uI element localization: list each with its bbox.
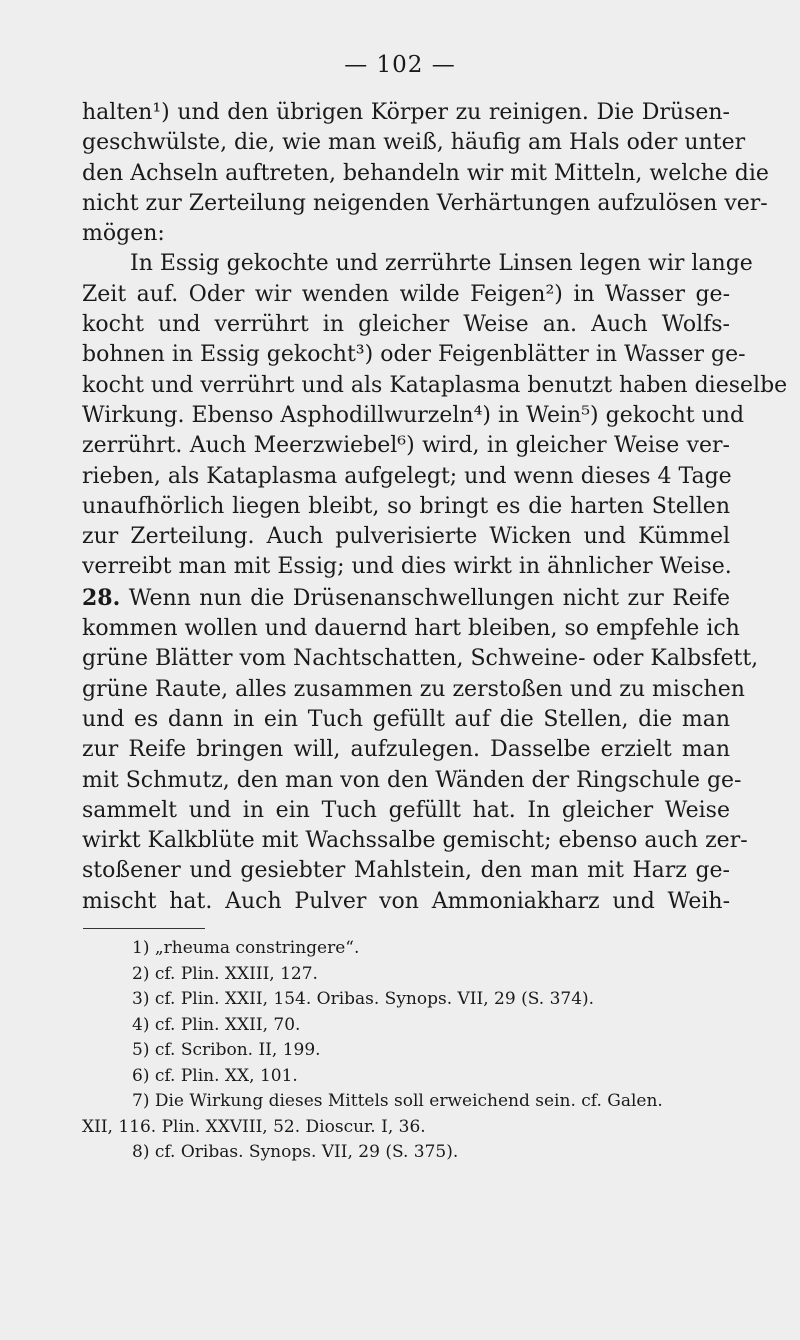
paragraph-28-first-line [82, 583, 730, 614]
footnote: 1) „rheuma constringere“. [132, 938, 360, 958]
text-line: halten¹) und den übrigen Körper zu reinigen. Die Drüsen- [82, 100, 730, 125]
body-text [82, 98, 788, 917]
text-line: unaufhörlich liegen bleibt, so bringt es die harten Stellen [82, 493, 730, 519]
text-line: kommen wollen und dauernd hart bleiben, so empfehle ich [82, 616, 740, 642]
text-line: und es dann in ein Tuch gefüllt auf die Stellen, die man [82, 706, 730, 732]
footnote: 5) cf. Scribon. II, 199. [132, 1040, 321, 1060]
text-line: sammelt und in ein Tuch gefüllt hat. In gleicher Weise [82, 797, 730, 823]
text-line: stoßener und gesiebter Mahlstein, den man mit Harz ge- [82, 858, 730, 884]
text-line: Wenn nun die Drüsenanschwellungen nicht zur Reife [128, 585, 730, 611]
text-line: wirkt Kalkblüte mit Wachssalbe gemischt; ebenso auch zer- [82, 828, 748, 854]
text-line: zerrührt. Auch Meerzwiebel⁶) wird, in gleicher Weise ver- [82, 433, 730, 459]
footnote-continuation: XII, 116. Plin. XXVIII, 52. Dioscur. I, 36. [82, 1116, 426, 1137]
footnote: 7) Die Wirkung dieses Mittels soll erweichend sein. cf. Galen. [132, 1091, 663, 1111]
footnote: 6) cf. Plin. XX, 101. [132, 1065, 298, 1086]
text-line: grüne Raute, alles zusammen zu zerstoßen und zu mischen [82, 676, 745, 702]
text-line: In Essig gekochte und zerrührte Linsen legen wir lange [130, 251, 753, 277]
text-line: mischt hat. Auch Pulver von Ammoniakharz und Weih- [82, 888, 730, 914]
text-line: Wirkung. Ebenso Asphodillwurzeln⁴) in Wein⁵) gekocht und [82, 402, 745, 428]
text-line: kocht und verrührt und als Kataplasma benutzt haben dieselbe [82, 372, 788, 398]
text-line: bohnen in Essig gekocht³) oder Feigenblätter in Wasser ge- [82, 342, 746, 368]
text-line: geschwülste, die, wie man weiß, häufig am Hals oder unter [82, 130, 746, 156]
text-line: verreibt man mit Essig; und dies wirkt in ähnlicher Weise. [82, 554, 732, 580]
text-line: rieben, als Kataplasma aufgelegt; und wenn dieses 4 Tage [82, 463, 732, 489]
text-line: mit Schmutz, den man von den Wänden der Ringschule ge- [82, 767, 742, 793]
text-line: Zeit auf. Oder wir wenden wilde Feigen²) in Wasser ge- [82, 281, 730, 307]
footnote: 2) cf. Plin. XXIII, 127. [132, 963, 318, 984]
footnote: 3) cf. Plin. XXII, 154. Oribas. Synops. VII, 29 (S. 374). [132, 989, 595, 1009]
text-line: nicht zur Zerteilung neigenden Verhärtungen aufzulösen ver- [82, 190, 768, 216]
footnotes [82, 936, 732, 1166]
text-line: den Achseln auftreten, behandeln wir mit Mitteln, welche die [82, 160, 769, 186]
text-line: zur Reife bringen will, aufzulegen. Dasselbe erzielt man [82, 737, 730, 763]
footnote-divider [83, 928, 205, 929]
paragraph-number: 28. [82, 584, 121, 611]
footnote: 4) cf. Plin. XXII, 70. [132, 1014, 301, 1035]
text-line: mögen: [82, 221, 165, 247]
text-line: kocht und verrührt in gleicher Weise an. Auch Wolfs- [82, 312, 730, 338]
footnote: 8) cf. Oribas. Synops. VII, 29 (S. 375). [132, 1142, 459, 1162]
text-line: grüne Blätter vom Nachtschatten, Schweine- oder Kalbsfett, [82, 646, 759, 672]
text-line: zur Zerteilung. Auch pulverisierte Wicken und Kümmel [82, 524, 730, 550]
page-number: — 102 — [344, 52, 456, 78]
